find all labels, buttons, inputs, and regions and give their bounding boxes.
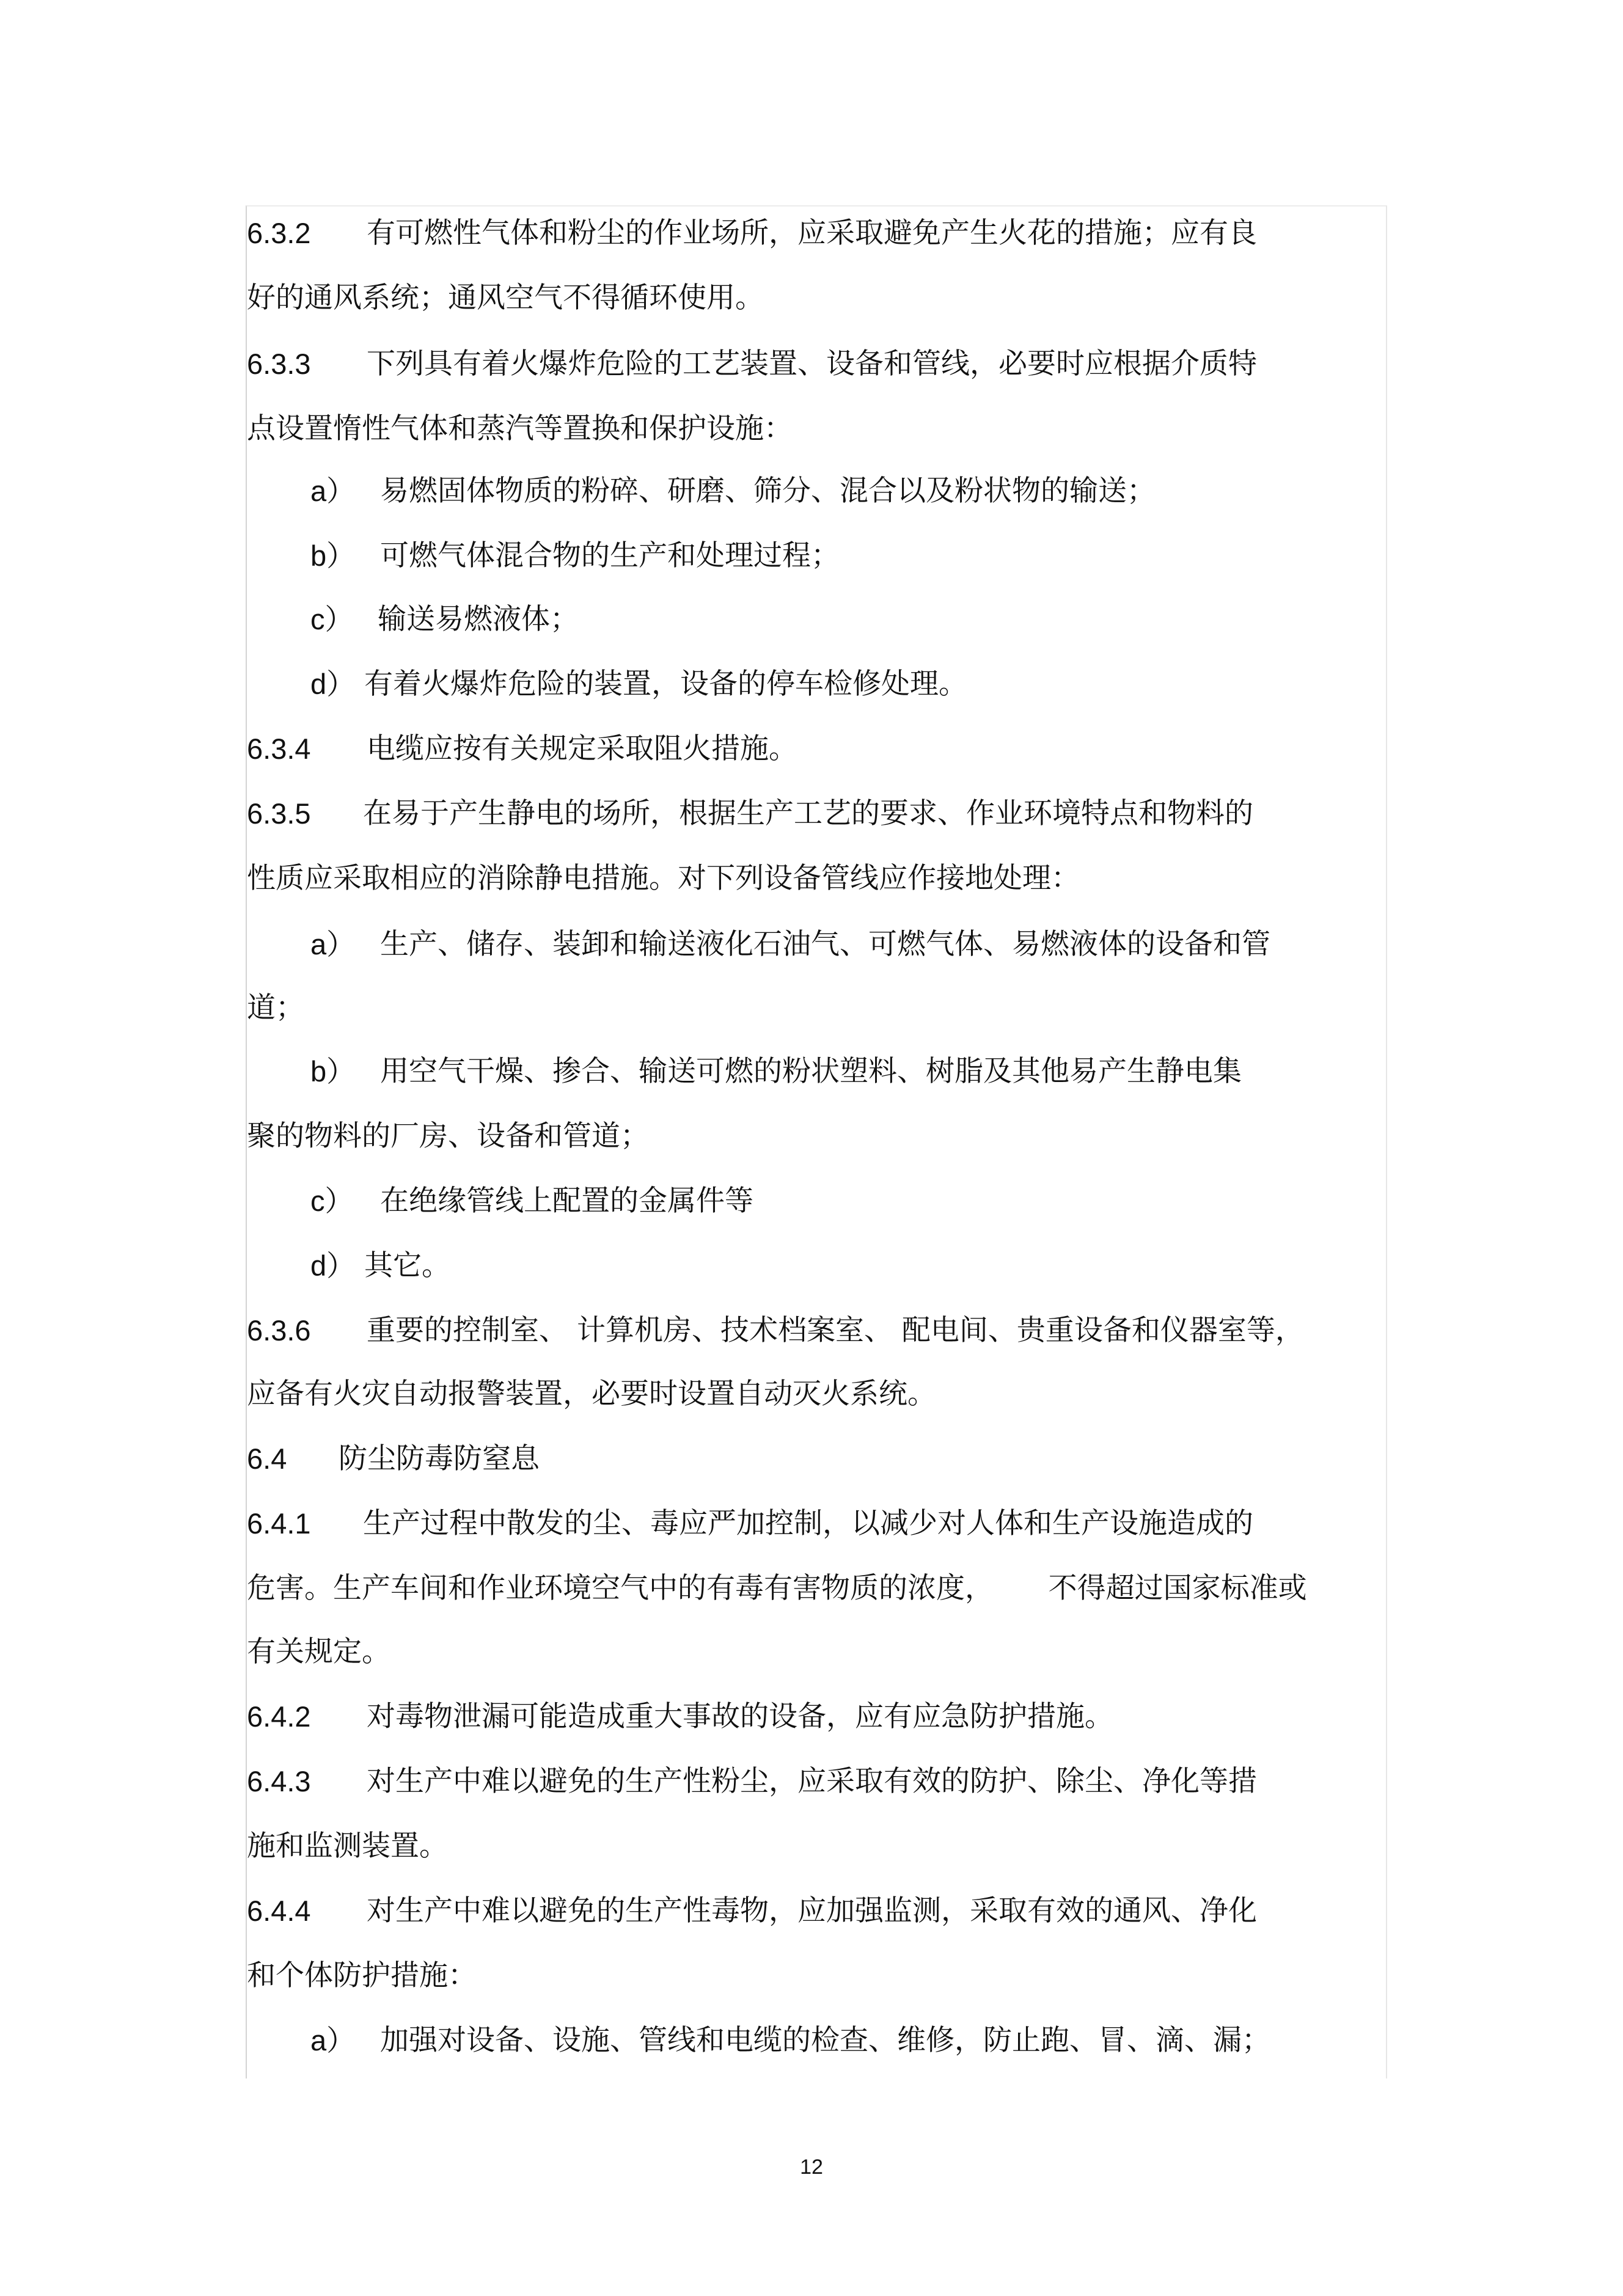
continuation-text: 和个体防护措施：: [247, 1959, 477, 1992]
clause-number: 6.3.4: [247, 733, 311, 765]
list-label: c）: [310, 1185, 354, 1217]
list-text: 加强对设备、设施、管线和电缆的检查、维修，防止跑、冒、滴、漏；: [380, 2024, 1270, 2057]
clause-text: 在易于产生静电的场所，根据生产工艺的要求、作业环境特点和物料的: [363, 797, 1253, 830]
list-label: d）: [310, 1249, 356, 1282]
list-label: b）: [310, 539, 356, 572]
clause-text: 对毒物泄漏可能造成重大事故的设备，应有应急防护措施。: [367, 1700, 1113, 1733]
continuation-text: 应备有火灾自动报警装置，必要时设置自动灭火系统。: [247, 1377, 936, 1411]
clause-text: 有可燃性气体和粉尘的作业场所，应采取避免产生火花的措施；应有良: [367, 216, 1257, 250]
clause-number: 6.3.5: [247, 797, 311, 830]
list-label: a）: [310, 928, 356, 960]
list-label: a）: [310, 475, 356, 507]
clause-text: 重要的控制室、 计算机房、技术档案室、 配电间、贵重设备和仪器室等，: [367, 1314, 1304, 1347]
list-text: 生产、储存、装卸和输送液化石油气、可燃气体、易燃液体的设备和管: [380, 927, 1270, 961]
list-text: 可燃气体混合物的生产和处理过程；: [380, 539, 840, 572]
clause-number: 6.4.1: [247, 1507, 311, 1540]
clause-number: 6.3.6: [247, 1314, 311, 1347]
clause-number: 6.4.3: [247, 1765, 311, 1797]
continuation-text: 有关规定。: [247, 1635, 390, 1669]
list-text: 输送易燃液体；: [378, 602, 579, 636]
list-label: a）: [310, 2024, 356, 2057]
list-label: b）: [310, 1055, 356, 1088]
clause-text: 生产过程中散发的尘、毒应严加控制，以减少对人体和生产设施造成的: [363, 1507, 1253, 1540]
continuation-text: 性质应采取相应的消除静电措施。对下列设备管线应作接地处理：: [247, 861, 1080, 895]
clause-number: 6.3.3: [247, 348, 311, 380]
list-text: 有着火爆炸危险的装置，设备的停车检修处理。: [364, 667, 967, 701]
page-number: 12: [800, 2155, 823, 2179]
clause-number: 6.4.2: [247, 1700, 311, 1733]
list-text: 易燃固体物质的粉碎、研磨、筛分、混合以及粉状物的输送；: [380, 474, 1156, 508]
continuation-text: 道；: [247, 991, 304, 1025]
list-text: 用空气干燥、掺合、输送可燃的粉状塑料、树脂及其他易产生静电集: [380, 1055, 1242, 1088]
continuation-text: 点设置惰性气体和蒸汽等置换和保护设施：: [247, 412, 793, 445]
clause-text: 对生产中难以避免的生产性粉尘，应采取有效的防护、除尘、净化等措: [367, 1764, 1257, 1798]
list-text: 在绝缘管线上配置的金属件等: [380, 1184, 753, 1218]
list-label: c）: [310, 603, 354, 635]
clause-text: 下列具有着火爆炸危险的工艺装置、设备和管线，必要时应根据介质特: [367, 347, 1257, 381]
clause-text: 对生产中难以避免的生产性毒物，应加强监测，采取有效的通风、净化: [367, 1894, 1257, 1928]
continuation-text: 聚的物料的厂房、设备和管道；: [247, 1119, 649, 1153]
clause-text: 电缆应按有关规定采取阻火措施。: [367, 732, 797, 766]
continuation-text: 施和监测装置。: [247, 1829, 448, 1863]
section-title: 防尘防毒防窒息: [339, 1442, 540, 1475]
list-text: 其它。: [364, 1249, 450, 1282]
list-label: d）: [310, 668, 356, 700]
clause-number: 6.3.2: [247, 217, 311, 249]
clause-number: 6.4.4: [247, 1895, 311, 1927]
continuation-text: 好的通风系统；通风空气不得循环使用。: [247, 281, 764, 315]
section-number: 6.4: [247, 1442, 287, 1475]
continuation-text: 危害。生产车间和作业环境空气中的有毒有害物质的浓度， 不得超过国家标准或: [247, 1571, 1307, 1605]
